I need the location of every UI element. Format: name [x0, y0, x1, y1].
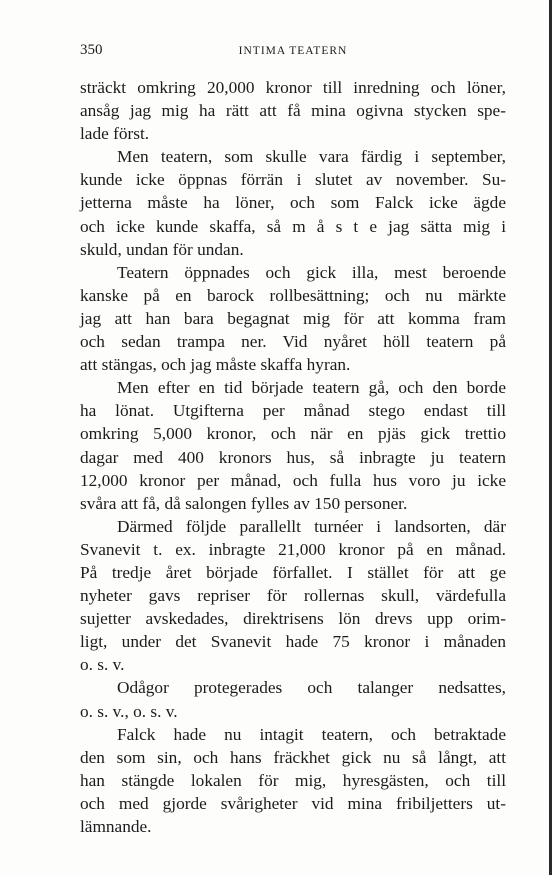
text-line: kanske på en barock rollbesättning; och nu märkte — [80, 285, 506, 305]
text-line: jetterna måste ha löner, och som Falck icke ägde — [80, 193, 506, 213]
text-line: lämnande. — [80, 817, 152, 836]
text-line: dagar med 400 kronors hus, så inbragte ju teatern — [80, 447, 506, 467]
text-line: och sedan trampa ner. Vid nyåret höll teatern på — [80, 332, 506, 352]
page-number: 350 — [80, 42, 103, 58]
text-line: han stängde lokalen för mig, hyresgästen, och till — [80, 770, 506, 790]
running-title: INTIMA TEATERN — [238, 45, 348, 57]
text-line: 12,000 kronor per månad, och fulla hus voro ju icke — [80, 470, 506, 490]
text-line: Teatern öppnades och gick illa, mest beroende — [117, 262, 506, 282]
text-line: ha lönat. Utgifterna per månad stego endast till — [80, 401, 506, 421]
text-line: lade först. — [80, 124, 150, 144]
text-line: nyheter gavs repriser för rollernas skull, värdefulla — [80, 586, 506, 606]
text-line: Men efter en tid började teatern gå, och den borde — [117, 378, 506, 398]
text-line: Falck hade nu intagit teatern, och betraktade — [117, 724, 506, 744]
text-line: Odågor protegerades och talanger nedsattes, — [117, 678, 506, 698]
text-line: o. s. v. — [80, 655, 125, 675]
text-line: kunde icke öppnas förrän i slutet av november. Su- — [80, 170, 506, 190]
page-header — [80, 40, 506, 60]
text-line: och icke kunde skaffa, så m å s t e jag sätta mig i — [80, 216, 506, 236]
text-line: den som sin, och hans fräckhet gick nu så långt, att — [80, 747, 506, 767]
text-line: ligt, under det Svanevit hade 75 kronor i månaden — [80, 632, 506, 652]
text-line: o. s. v., o. s. v. — [80, 701, 178, 721]
text-line: svåra att få, då salongen fylles av 150 personer. — [80, 493, 408, 513]
body-text — [80, 76, 506, 838]
text-line: jag att han bara begagnat mig för att komma fram — [80, 308, 506, 328]
text-line: På tredje året började förfallet. I stället för att ge — [80, 562, 506, 582]
text-line: Därmed följde parallellt turnéer i landsorten, där — [117, 516, 506, 536]
text-line: ansåg jag mig ha rätt att få mina ogivna stycken spe- — [80, 101, 506, 121]
text-line: och med gjorde svårigheter vid mina fribiljetters ut- — [80, 793, 506, 813]
text-line: omkring 5,000 kronor, och när en pjäs gick trettio — [80, 424, 506, 444]
text-line: att stängas, och jag måste skaffa hyran. — [80, 355, 351, 375]
text-line: skuld, undan för undan. — [80, 239, 244, 259]
text-line: Svanevit t. ex. inbragte 21,000 kronor på en månad. — [80, 539, 506, 559]
text-line: sträckt omkring 20,000 kronor till inredning och löner, — [80, 78, 506, 97]
text-line: sujetter avskedades, direktrisens lön drevs upp orim- — [80, 609, 506, 629]
text-line: Men teatern, som skulle vara färdig i september, — [117, 147, 506, 167]
